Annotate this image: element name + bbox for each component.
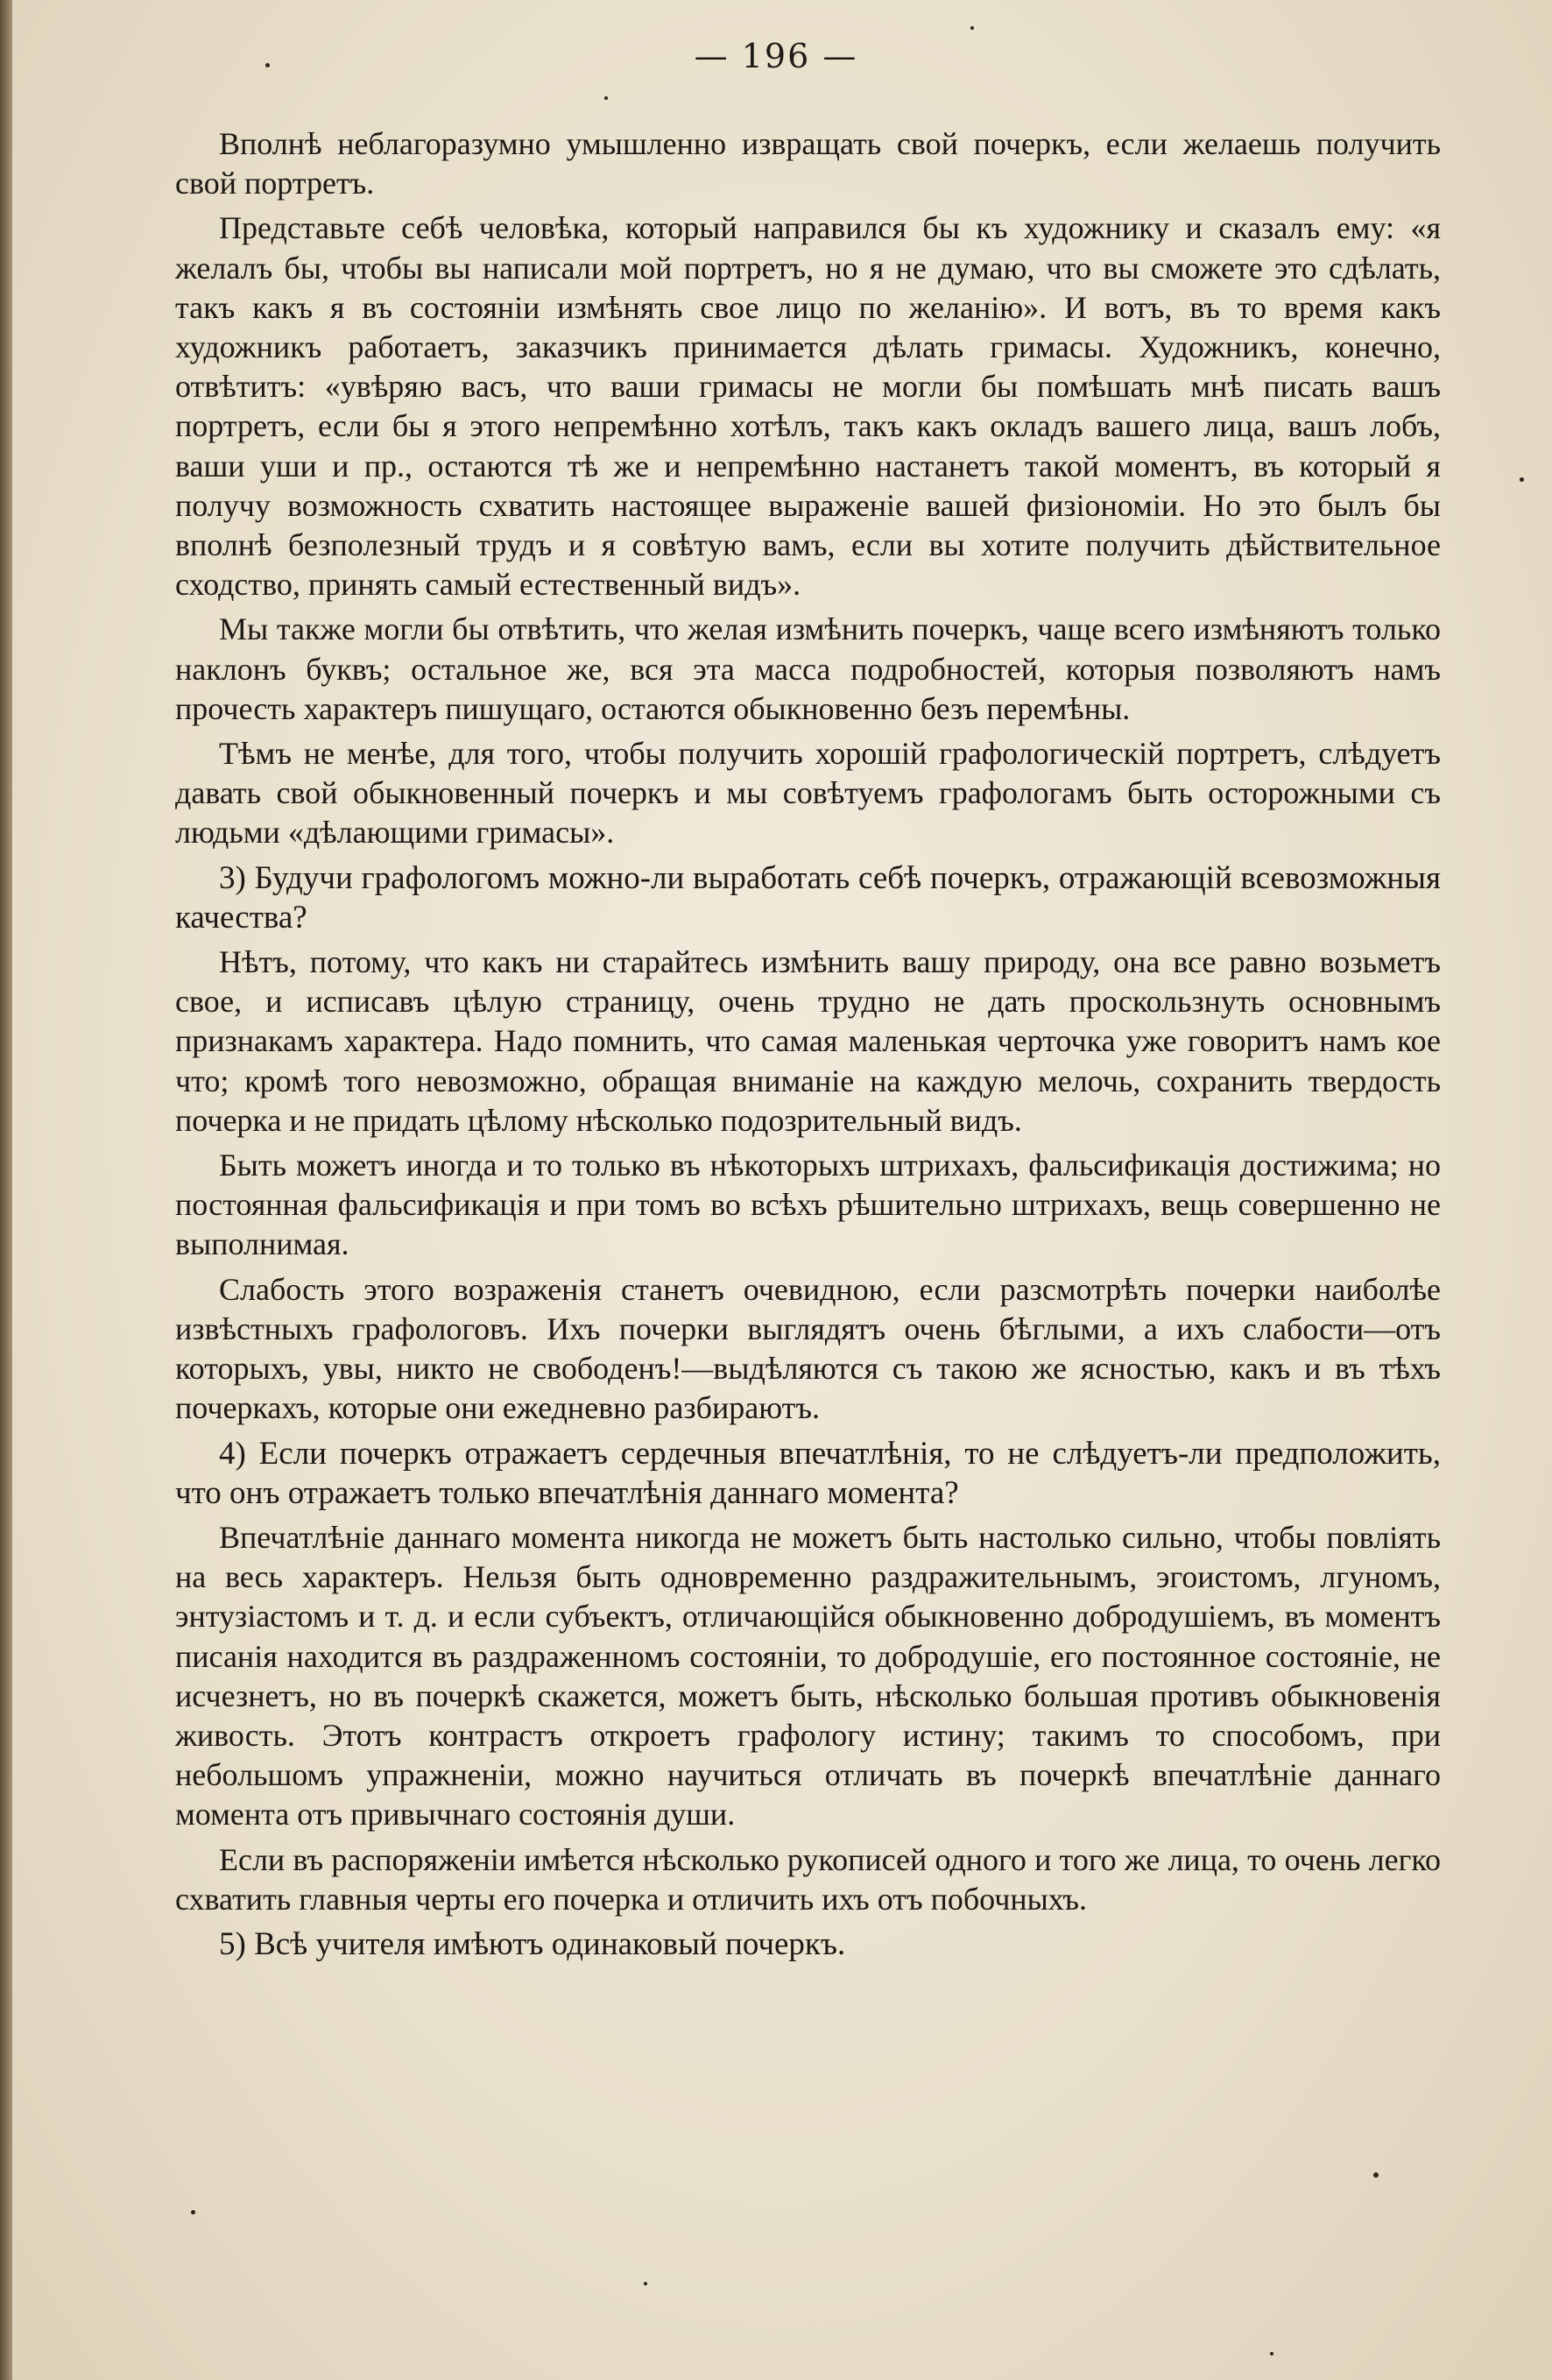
page-text-body	[175, 124, 1441, 1969]
paragraph: Если въ распоряженiи имѣется нѣсколько рукописей одного и того же лица, то очень легко схватить главныя черты его почерка и отличить ихъ отъ побочныхъ.	[175, 1841, 1441, 1917]
paragraph: Мы также могли бы отвѣтить, что желая измѣнить почеркъ, чаще всего измѣняютъ только наклонъ буквъ; остальное же, вся эта масса подробностей, которыя позволяютъ намъ прочесть характеръ пишущаго, остаются обыкновенно безъ перемѣны.	[175, 611, 1441, 726]
paragraph: Тѣмъ не менѣе, для того, чтобы получить хорошiй графологическiй портретъ, слѣдуетъ давать свой обыкновенный почеркъ и мы совѣтуемъ графологамъ быть осторожными съ людьми «дѣлающими гримасы».	[175, 736, 1441, 851]
paragraph: Нѣтъ, потому, что какъ ни старайтесь измѣнить вашу природу, она все равно возьметъ свое, и исписавъ цѣлую страницу, очень трудно не дать проскользнуть основнымъ признакамъ характера. Надо помнить, что самая маленькая черточка уже говоритъ намъ кое что; кромѣ того невозможно, обращая вниманiе на каждую мелочь, сохранить твердость почерка и не придать цѣлому нѣсколько подозрительный видъ.	[175, 944, 1441, 1138]
paper-speck	[644, 2282, 647, 2285]
question-heading: 3) Будучи графологомъ можно-ли выработать себѣ почеркъ, отражающiй всевозможныя качества?	[175, 859, 1441, 936]
paper-speck	[1270, 2352, 1273, 2355]
paper-speck	[191, 2210, 195, 2214]
paragraph: Представьте себѣ человѣка, который направился бы къ художнику и сказалъ ему: «я желалъ бы, чтобы вы написали мой портретъ, но я не думаю, что вы сможете это сдѣлать, такъ какъ я въ состоянiи измѣнять свое лицо по желанiю». И вотъ, въ то время какъ художникъ работаетъ, заказчикъ принимается дѣлать гримасы. Художникъ, конечно, отвѣтитъ: «увѣряю васъ, что ваши гримасы не могли бы помѣшать мнѣ писать вашъ портретъ, если бы я этого непремѣнно хотѣлъ, такъ какъ окладъ вашего лица, вашъ лобъ, ваши уши и пр., остаются тѣ же и непремѣнно настанетъ такой моментъ, въ который я получу возможность схватить настоящее выраженiе вашей физiономiи. Но это былъ бы вполнѣ безполезный трудъ и я совѣтую вамъ, если вы хотите получить дѣйствительное сходство, принять самый естественный видъ».	[175, 210, 1441, 603]
page-binding-edge	[0, 0, 12, 2380]
paper-speck	[1520, 477, 1524, 482]
paper-speck	[970, 26, 974, 30]
paper-speck	[1373, 2172, 1379, 2178]
paragraph: Быть можетъ иногда и то только въ нѣкоторыхъ штрихахъ, фальсификацiя достижима; но постоянная фальсификацiя и при томъ во всѣхъ рѣшительно штрихахъ, вещь совершенно не выполнимая.	[175, 1148, 1441, 1262]
question-heading: 5) Всѣ учителя имѣютъ одинаковый почеркъ.	[219, 1925, 846, 1962]
paragraph: Слабость этого возраженiя станетъ очевидною, если разсмотрѣть почерки наиболѣе извѣстныхъ графологовъ. Ихъ почерки выглядятъ очень бѣглыми, а ихъ слабости—отъ которыхъ, увы, никто не свободенъ!—выдѣляются съ такою же ясностью, какъ и въ тѣхъ почеркахъ, которые они ежедневно разбираютъ.	[175, 1271, 1441, 1426]
page-number: — 196 —	[694, 37, 858, 75]
paragraph: Вполнѣ неблагоразумно умышленно извращать свой почеркъ, если желаешь получить свой портретъ.	[175, 126, 1441, 201]
paragraph: Впечатлѣнiе даннаго момента никогда не можетъ быть настолько сильно, чтобы повлiять на весь характеръ. Нельзя быть одновременно раздражительнымъ, эгоистомъ, лгуномъ, энтузiастомъ и т. д. и если субъектъ, отличающiйся обыкновенно добродушiемъ, въ моментъ писанiя находится въ раздраженномъ состоянiи, то добродушiе, его постоянное состоянiе, не исчезнетъ, но въ почеркѣ скажется, можетъ быть, нѣсколько большая противъ обыкновенiя живость. Этотъ контрастъ откроетъ графологу истину; такимъ то способомъ, при небольшомъ упражненiи, можно научиться отличать въ почеркѣ впечатлѣнiе даннаго момента отъ привычнаго состоянiя души.	[175, 1519, 1441, 1833]
paper-speck	[265, 63, 270, 67]
paper-speck	[604, 96, 608, 100]
question-heading: 4) Если почеркъ отражаетъ сердечныя впечатлѣнiя, то не слѣдуетъ-ли предположить, что онъ отражаетъ только впечатлѣнiя даннаго момента?	[175, 1435, 1441, 1511]
